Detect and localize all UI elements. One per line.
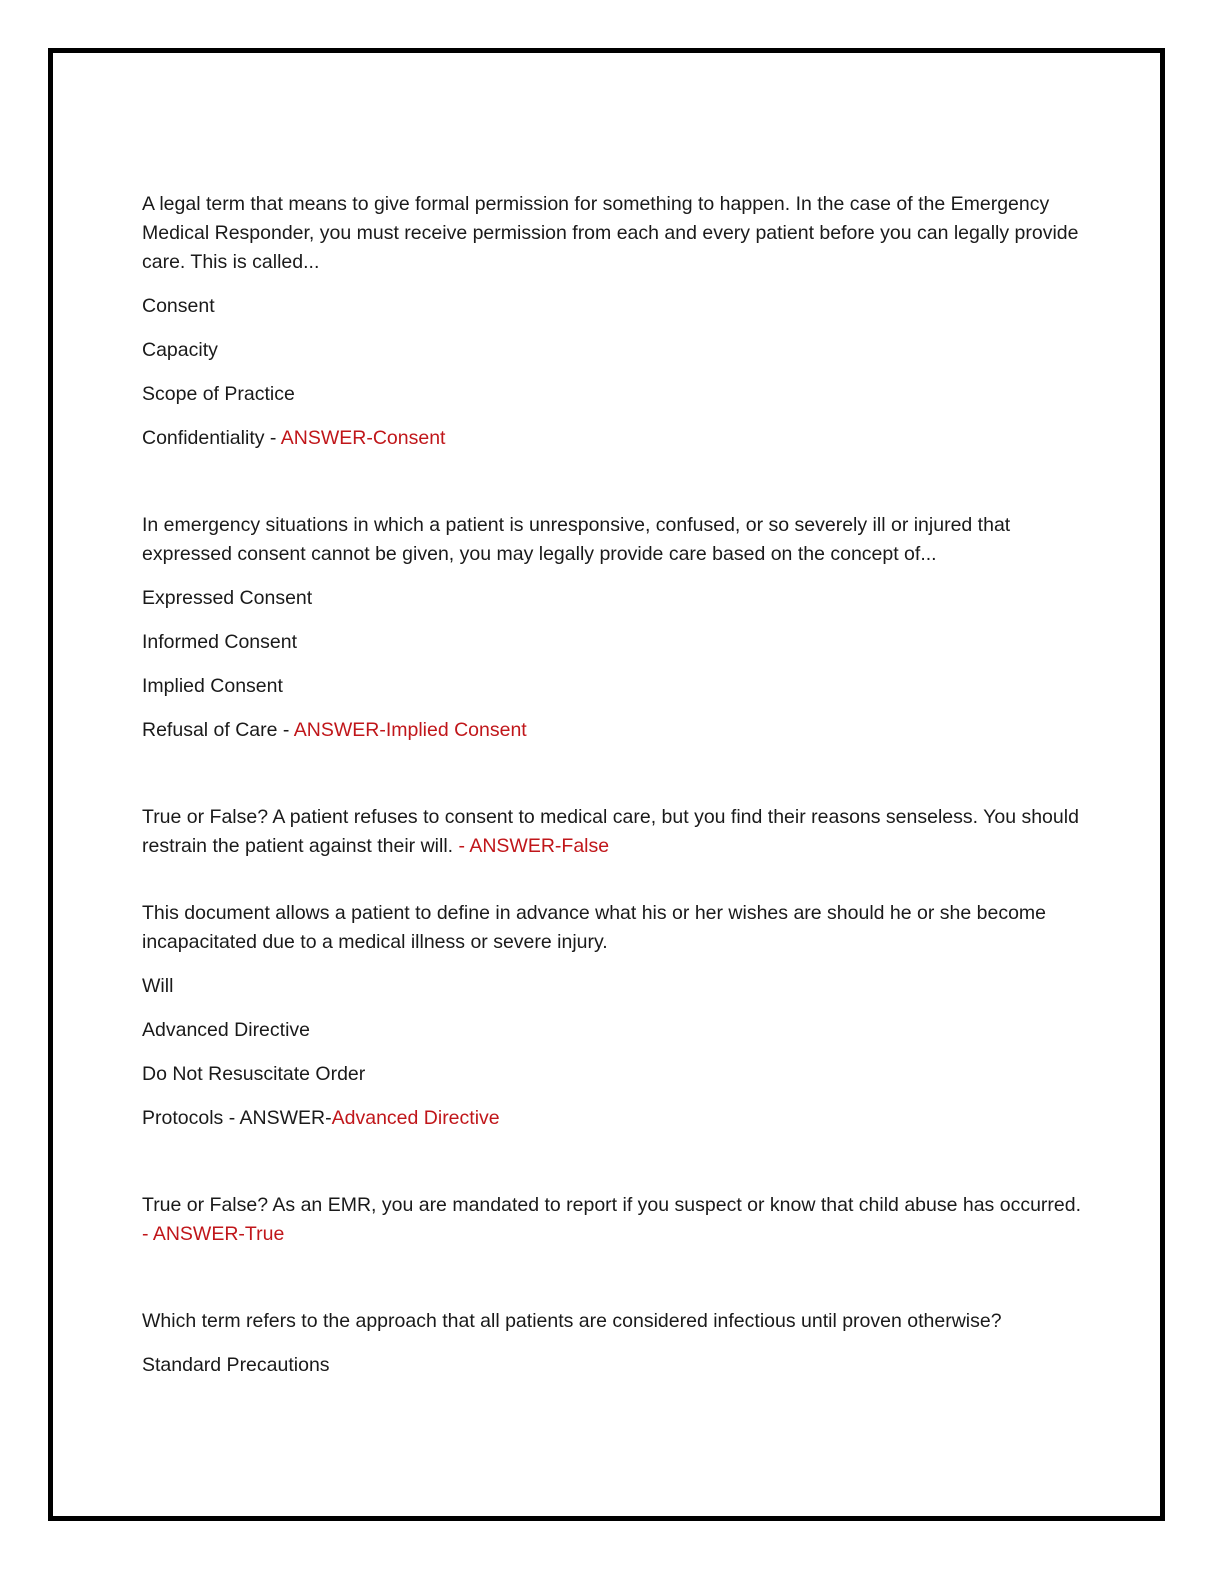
question-2-prompt: In emergency situations in which a patient is unresponsive, confused, or so severely ill or injured that expressed consent cannot be given, you may legally provide care based on the concept of... [142,514,1011,565]
question-1-option-2: Capacity [142,339,218,361]
question-5-answer: - ANSWER-True [142,1223,285,1245]
question-1-answer: ANSWER-Consent [280,427,446,449]
question-4-last-line [142,1104,1082,1133]
question-1-prompt: A legal term that means to give formal permission for something to happen. In the case of the Emergency Medical Responder, you must receive permission from each and every patient before you can legally provide care. This is called... [142,193,1079,273]
question-4-option-4: Protocols - ANSWER- [142,1107,332,1129]
question-4-prompt: This document allows a patient to define in advance what his or her wishes are should he or she become incapacitated due to a medical illness or severe injury. [142,902,1047,953]
question-2-last-line [142,716,1082,745]
question-2-option-4: Refusal of Care - [142,719,294,741]
question-6-option-1: Standard Precautions [142,1354,330,1376]
question-2-option-3: Implied Consent [142,675,283,697]
question-5 [142,1191,1082,1249]
document-body [142,190,1082,1395]
question-4-option-2: Advanced Directive [142,1019,310,1041]
question-1-option-3: Scope of Practice [142,383,295,405]
question-3-prompt: True or False? A patient refuses to consent to medical care, but you find their reasons senseless. You should restrain the patient against their will. [142,806,1079,857]
question-3 [142,803,1082,861]
question-4-answer: Advanced Directive [331,1107,500,1129]
question-5-prompt: True or False? As an EMR, you are mandated to report if you suspect or know that child abuse has occurred. [142,1194,1082,1216]
question-1-option-4: Confidentiality - [142,427,281,449]
question-1-option-1: Consent [142,295,215,317]
question-2-option-1: Expressed Consent [142,587,313,609]
question-2-option-2: Informed Consent [142,631,298,653]
question-2-answer: ANSWER-Implied Consent [293,719,527,741]
question-4-option-3: Do Not Resuscitate Order [142,1063,366,1085]
question-3-answer: - ANSWER-False [458,835,610,857]
question-1-last-line [142,424,1082,453]
question-4-option-1: Will [142,975,174,997]
question-6-prompt: Which term refers to the approach that all patients are considered infectious until proven otherwise? [142,1310,1002,1332]
